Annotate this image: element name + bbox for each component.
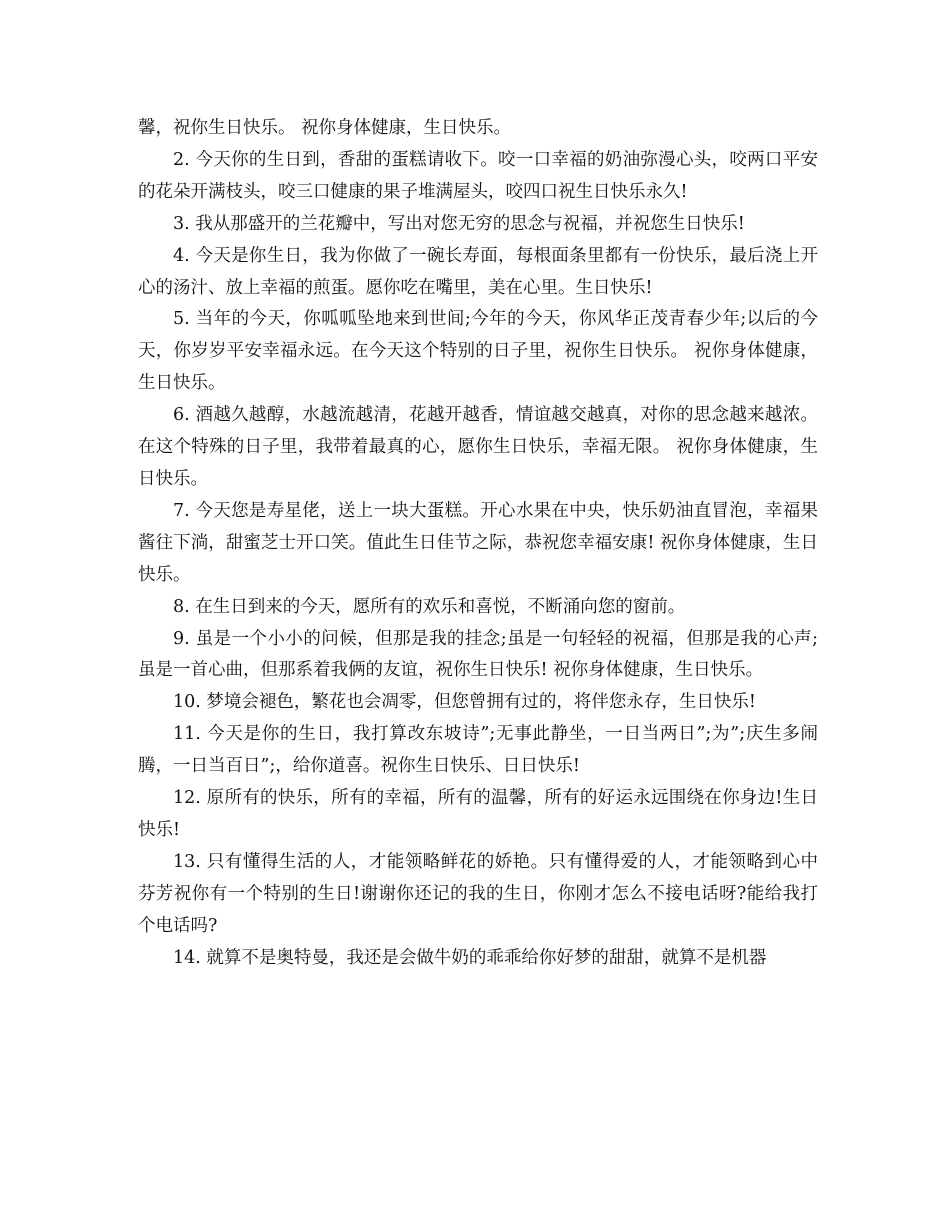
- paragraph-6: 6. 酒越久越醇，水越流越清，花越开越香，情谊越交越真，对你的思念越来越浓。在这个特殊的日子里，我带着最真的心，愿你生日快乐，幸福无限。 祝你身体健康，生日快乐。: [138, 405, 818, 489]
- paragraph-4: 4. 今天是你生日，我为你做了一碗长寿面，每根面条里都有一份快乐，最后浇上开心的汤汁、放上幸福的煎蛋。愿你吃在嘴里，美在心里。生日快乐!: [138, 245, 818, 298]
- paragraph-2: 2. 今天你的生日到，香甜的蛋糕请收下。咬一口幸福的奶油弥漫心头，咬两口平安的花朵开满枝头，咬三口健康的果子堆满屋头，咬四口祝生日快乐永久!: [138, 149, 818, 202]
- paragraph-3: 3. 我从那盛开的兰花瓣中，写出对您无穷的思念与祝福，并祝您生日快乐!: [173, 213, 745, 234]
- paragraph-14: 14. 就算不是奥特曼，我还是会做牛奶的乖乖给你好梦的甜甜，就算不是机器: [173, 947, 767, 968]
- paragraph-10: 10. 梦境会褪色，繁花也会凋零，但您曾拥有过的，将伴您永存，生日快乐!: [173, 692, 756, 713]
- paragraph-5: 5. 当年的今天，你呱呱坠地来到世间;今年的今天，你风华正茂青春少年;以后的今天，你岁岁平安幸福永远。在今天这个特别的日子里，祝你生日快乐。 祝你身体健康，生日快乐。: [138, 309, 818, 394]
- paragraph-7: 7. 今天您是寿星佬，送上一块大蛋糕。开心水果在中央，快乐奶油直冒泡，幸福果酱往下淌，甜蜜芝士开口笑。值此生日佳节之际，恭祝您幸福安康! 祝你身体健康，生日快乐。: [138, 500, 818, 585]
- paragraph-13: 13. 只有懂得生活的人，才能领略鲜花的娇艳。只有懂得爱的人，才能领略到心中芬芳祝你有一个特别的生日!谢谢你还记的我的生日，你刚才怎么不接电话呀?能给我打个电话吗?: [138, 851, 818, 936]
- paragraph-11: 11. 今天是你的生日，我打算改东坡诗”;无事此静坐，一日当两日”;为”;庆生多闹腾，一日当百日”;，给你道喜。祝你生日快乐、日日快乐!: [138, 724, 818, 777]
- paragraph-8: 8. 在生日到来的今天，愿所有的欢乐和喜悦，不断涌向您的窗前。: [173, 596, 686, 617]
- paragraph-continuation: 馨，祝你生日快乐。 祝你身体健康，生日快乐。: [138, 118, 512, 138]
- paragraph-9: 9. 虽是一个小小的问候，但那是我的挂念;虽是一句轻轻的祝福，但那是我的心声;虽是一首心曲，但那系着我俩的友谊，祝你生日快乐! 祝你身体健康，生日快乐。: [138, 628, 818, 681]
- paragraph-12: 12. 原所有的快乐，所有的幸福，所有的温馨，所有的好运永远围绕在你身边!生日快乐!: [138, 788, 818, 840]
- document-body: [138, 113, 818, 974]
